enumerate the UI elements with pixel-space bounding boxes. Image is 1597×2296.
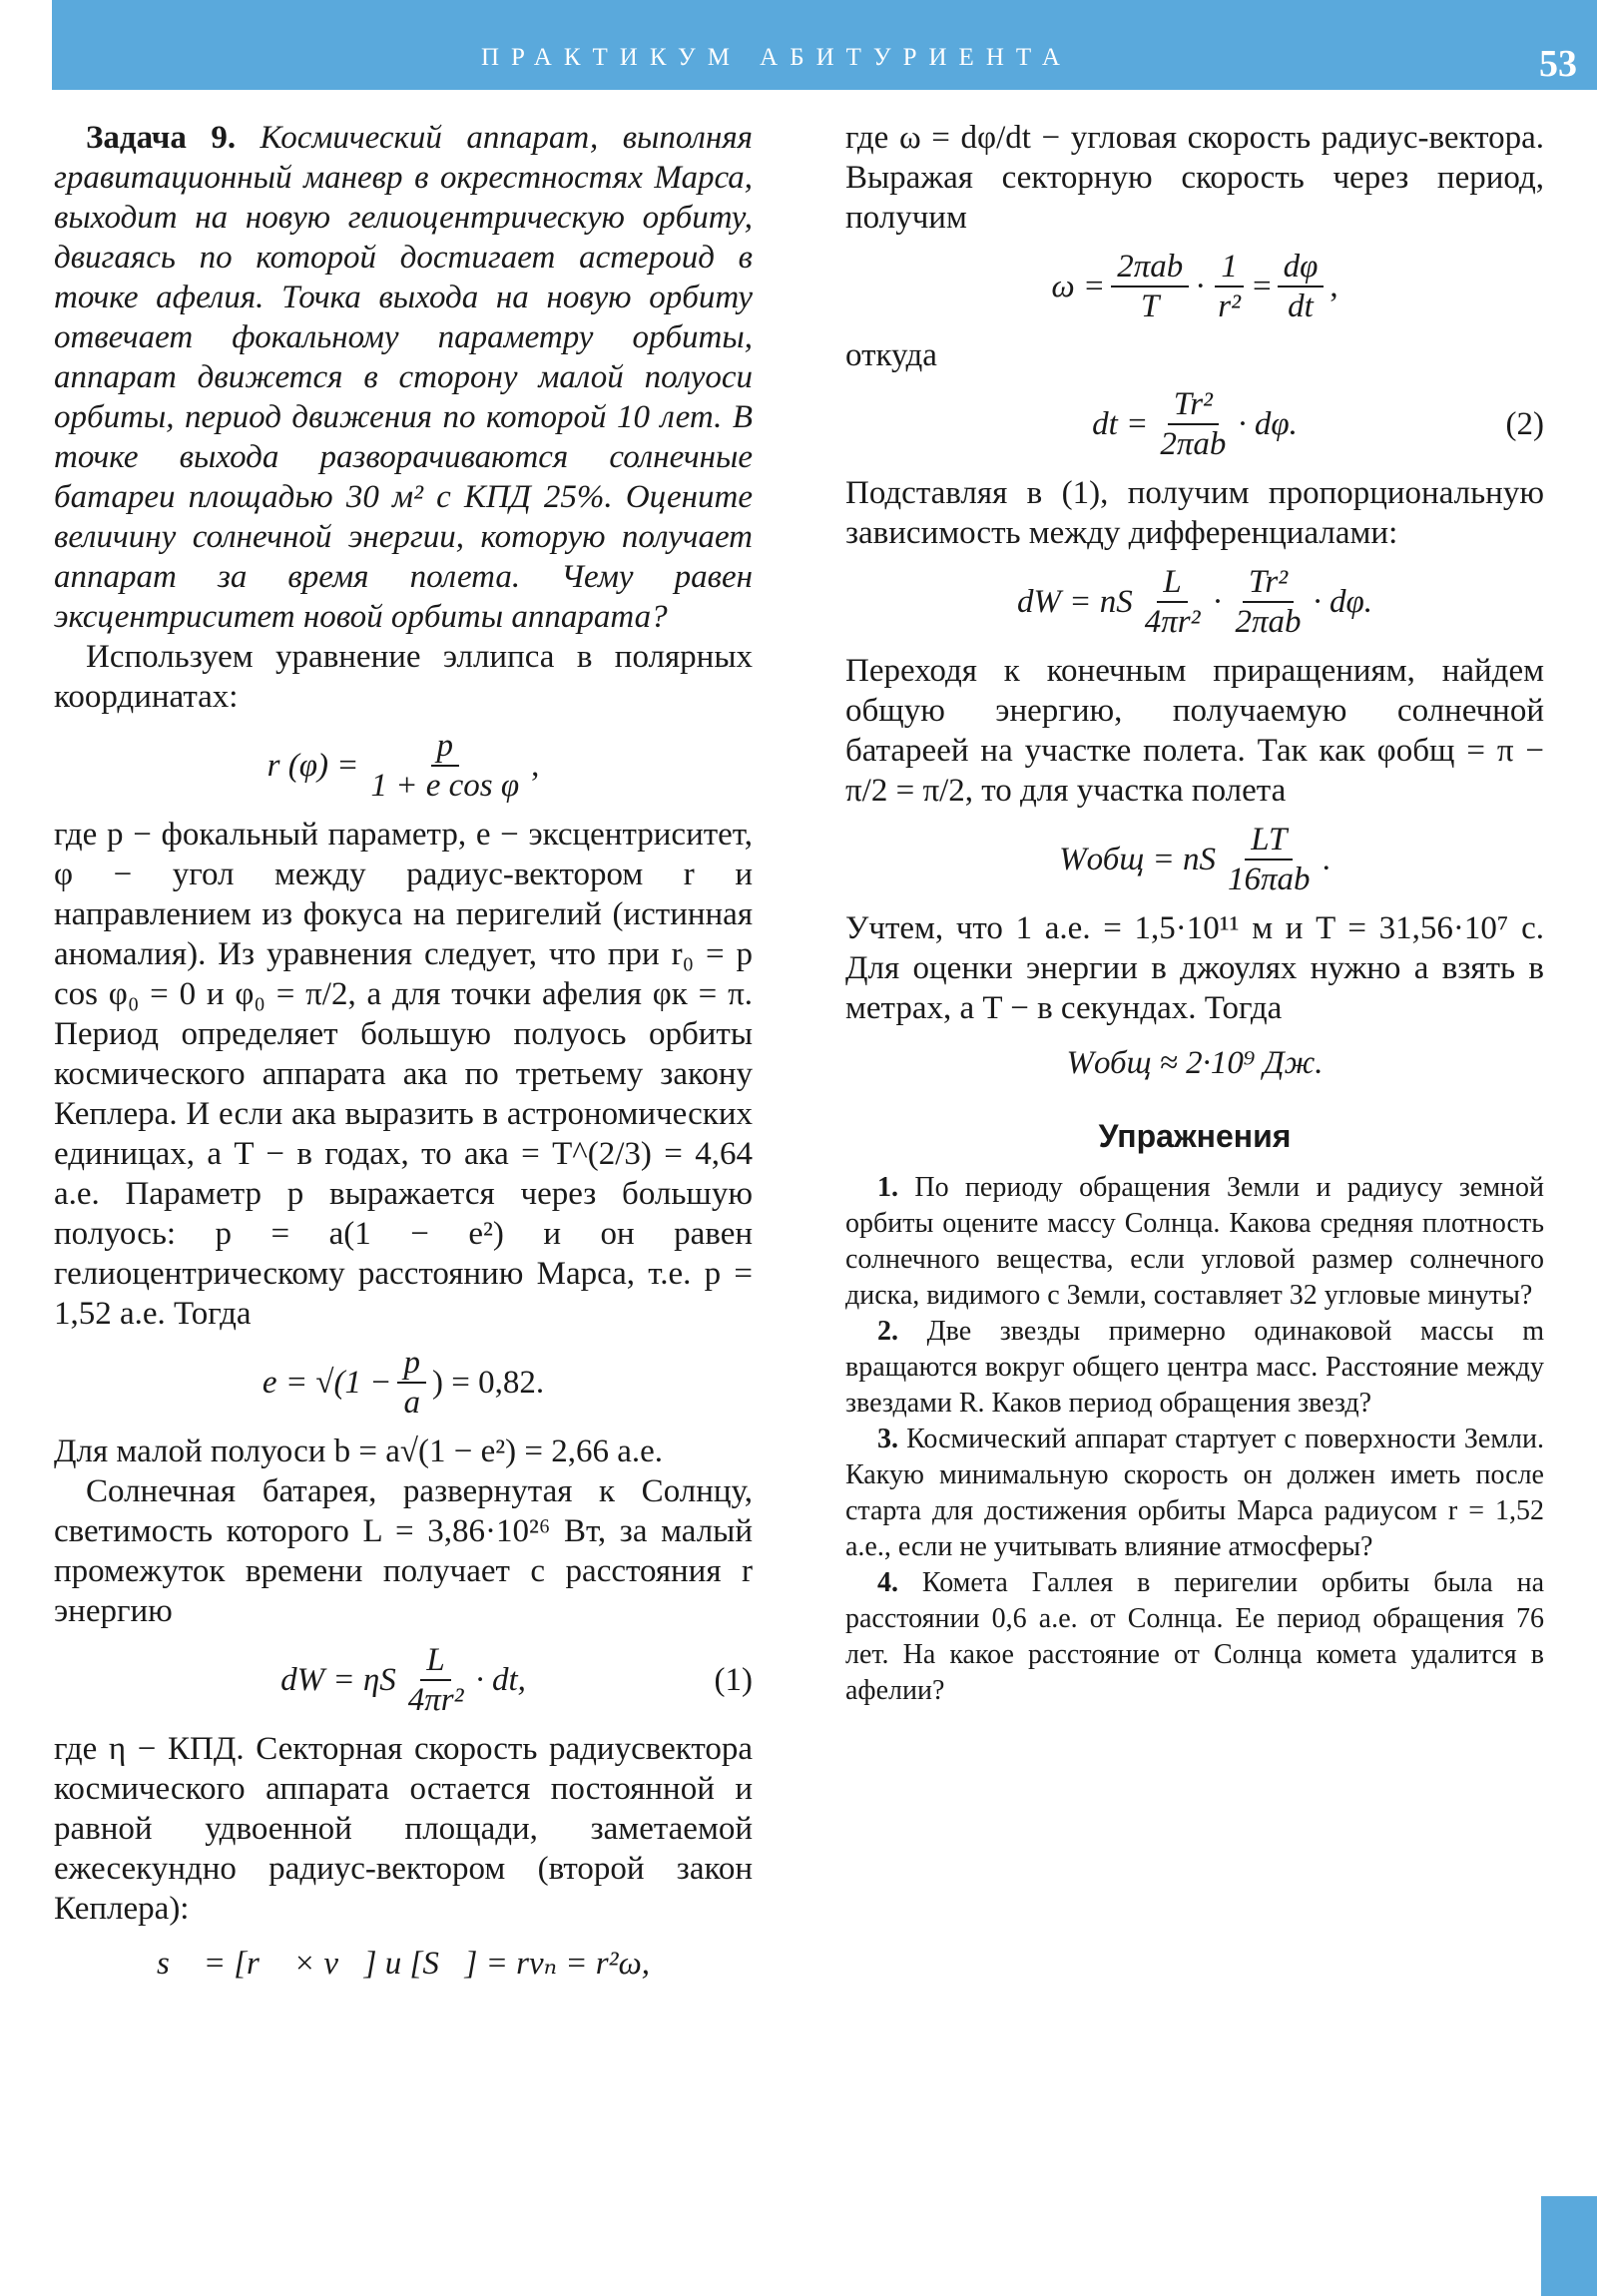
formula-dw: dW = nS $\frac{L}{\text{4πr²}}$ · $\frac{\text{Tr²}}{\text{2πab}}$ · dφ. xyxy=(1016,564,1373,640)
left-column xyxy=(54,118,753,1999)
paragraph: Для малой полуоси b = a√(1 − e²) = 2,66 а.е. xyxy=(54,1434,664,1469)
fraction: $\frac{d\varphi}{dt}$ xyxy=(1278,248,1325,325)
fraction: $\frac{L}{\text{4πr²}}$ xyxy=(1144,564,1201,640)
equation-number: (2) xyxy=(1505,406,1544,442)
exercise-item: 2. Две звезды примерно одинаковой массы m вращаются вокруг общего центра масс. Расстояние между звездами R. Каков период обращения звезд? xyxy=(845,1316,1544,1419)
formula-1: dW = ηS $\frac{L}{\text{4πr²}}$ · dt, (1) xyxy=(280,1642,753,1718)
page-corner-tab xyxy=(1541,2196,1597,2296)
paragraph: откуда xyxy=(845,337,937,373)
fraction: $\frac{LT}{\text{16πab}}$ xyxy=(1228,822,1311,897)
page-number: 53 xyxy=(1539,43,1577,85)
task-statement xyxy=(54,118,753,637)
paragraph: Используем уравнение эллипса в полярных координатах: xyxy=(54,639,753,715)
fraction: $\frac{L}{\text{4πr²}}$ xyxy=(407,1642,464,1718)
exercise-item: 1. По периоду обращения Земли и радиусу земной орбиты оцените массу Солнца. Какова средняя плотность солнечного вещества, если угловой размер солнечного диска, видимого с Земли, составляет 32 угловые минуты? xyxy=(845,1172,1545,1311)
fraction: $\frac{\text{Tr²}}{\text{2πab}}$ xyxy=(1235,564,1302,640)
exercise-item: 4. Комета Галлея в перигелии орбиты была на расстоянии 0,6 а.е. от Солнца. Ее период обращения 76 лет. На какое расстояние от Солнца комета удалится в афелии? xyxy=(845,1567,1544,1706)
running-title: ПРАКТИКУМ АБИТУРИЕНТА xyxy=(481,44,1072,71)
formula-result: Wобщ ≈ 2·10⁹ Дж. xyxy=(1066,1045,1324,1081)
formula-kepler: s⃗ = [r⃗ × v⃗] и [S⃗] = rvₙ = r²ω, xyxy=(156,1946,651,1982)
paragraph: Переходя к конечным приращениям, найдем общую энергию, получаемую солнечной батареей на участке полета. Так как φобщ = π − π/2 = π/2, то для участка полета xyxy=(845,653,1544,809)
paragraph: Подставляя в (1), получим пропорциональную зависимость между дифференциалами: xyxy=(845,475,1544,551)
fraction: $\frac{p}{\text{1 + e cos φ}}$ xyxy=(370,728,520,804)
paragraph: где η − КПД. Секторная скорость радиусвектора космического аппарата остается постоянной и равной удвоенной площади, заметаемой ежесекундно радиус-вектором (второй закон Кеплера): xyxy=(54,1731,753,1927)
right-column xyxy=(845,118,1544,1709)
paragraph: Солнечная батарея, развернутая к Солнцу, светимость которого L = 3,86·10²⁶ Вт, за малый промежуток времени получает с расстояния r энергию xyxy=(54,1473,753,1629)
fraction: $\frac{1}{\text{r²}}$ xyxy=(1212,248,1247,325)
equation-number: (1) xyxy=(714,1662,753,1698)
exercises-heading: Упражнения xyxy=(1098,1118,1292,1154)
task-text: Космический аппарат, выполняя гравитационный маневр в окрестностях Марса, выходит на новую гелиоцентрическую орбиту, двигаясь по которой достигает астероид в точке афелия. Точка выхода на новую орбиту отвечает фокальному параметру орбиты, аппарат движется в сторону малой полуоси орбиты, период движения по которой 10 лет. В точке выхода разворачиваются солнечные батареи площадью 30 м² с КПД 25%. Оцените величину солнечной энергии, которую получает аппарат за время полета. Чему равен эксцентриситет новой орбиты аппарата? xyxy=(54,120,753,635)
exercise-item: 3. Космический аппарат стартует с поверхности Земли. Какую минимальную скорость он должен иметь после старта для достижения орбиты Марса радиусом r = 1,52 а.е., если не учитывать влияние атмосферы? xyxy=(845,1424,1545,1562)
paragraph: Учтем, что 1 а.е. = 1,5·10¹¹ м и T = 31,56·10⁷ с. Для оценки энергии в джоулях нужно a взять в метрах, а T − в секундах. Тогда xyxy=(845,910,1544,1026)
paragraph: где p − фокальный параметр, e − эксцентриситет, φ − угол между радиус-вектором r и направлением из фокуса на перигелий (истинная аномалия). Из уравнения следует, что при r₀ = p cos φ₀ = 0 и φ₀ = π/2, а для точки афелия φк = π. Период определяет большую полуось орбиты космического аппарата aка по третьему закону Кеплера. И если aка выразить в астрономических единицах, а T − в годах, то aка = T^(2/3) = 4,64 а.е. Параметр p выражается через большую полуось: p = a(1 − e²) и он равен гелиоцентрическому расстоянию Марса, т.е. p = 1,52 а.е. Тогда xyxy=(54,817,753,1332)
fraction: $\frac{p}{a}$ xyxy=(397,1344,426,1422)
formula-w-total: Wобщ = nS $\frac{LT}{\text{16πab}}$ . xyxy=(1059,822,1331,897)
formula-ellipse: r (φ) = $\frac{p}{\text{1 + e cos φ}}$ , xyxy=(266,728,540,804)
task-label: Задача 9. xyxy=(86,120,237,156)
fraction: $\frac{\text{2πab}}{T}$ xyxy=(1111,248,1189,325)
fraction: $\frac{\text{Tr²}}{\text{2πab}}$ xyxy=(1160,386,1227,462)
formula-eccentricity: e = √(1 − $\frac{p}{a}$ ) = 0,82. xyxy=(262,1345,545,1421)
exercises-list xyxy=(845,1170,1544,1709)
page-header xyxy=(52,0,1597,90)
paragraph: где ω = dφ/dt − угловая скорость радиус-вектора. Выражая секторную скорость через период, получим xyxy=(845,120,1544,236)
formula-2: dt = $\frac{\text{Tr²}}{\text{2πab}}$ · dφ. (2) xyxy=(1092,386,1544,462)
formula-omega: ω = $\frac{\text{2πab}}{T}$ · $\frac{1}{\text{r²}}$ = $\frac{d\varphi}{dt}$ , xyxy=(1051,249,1338,324)
